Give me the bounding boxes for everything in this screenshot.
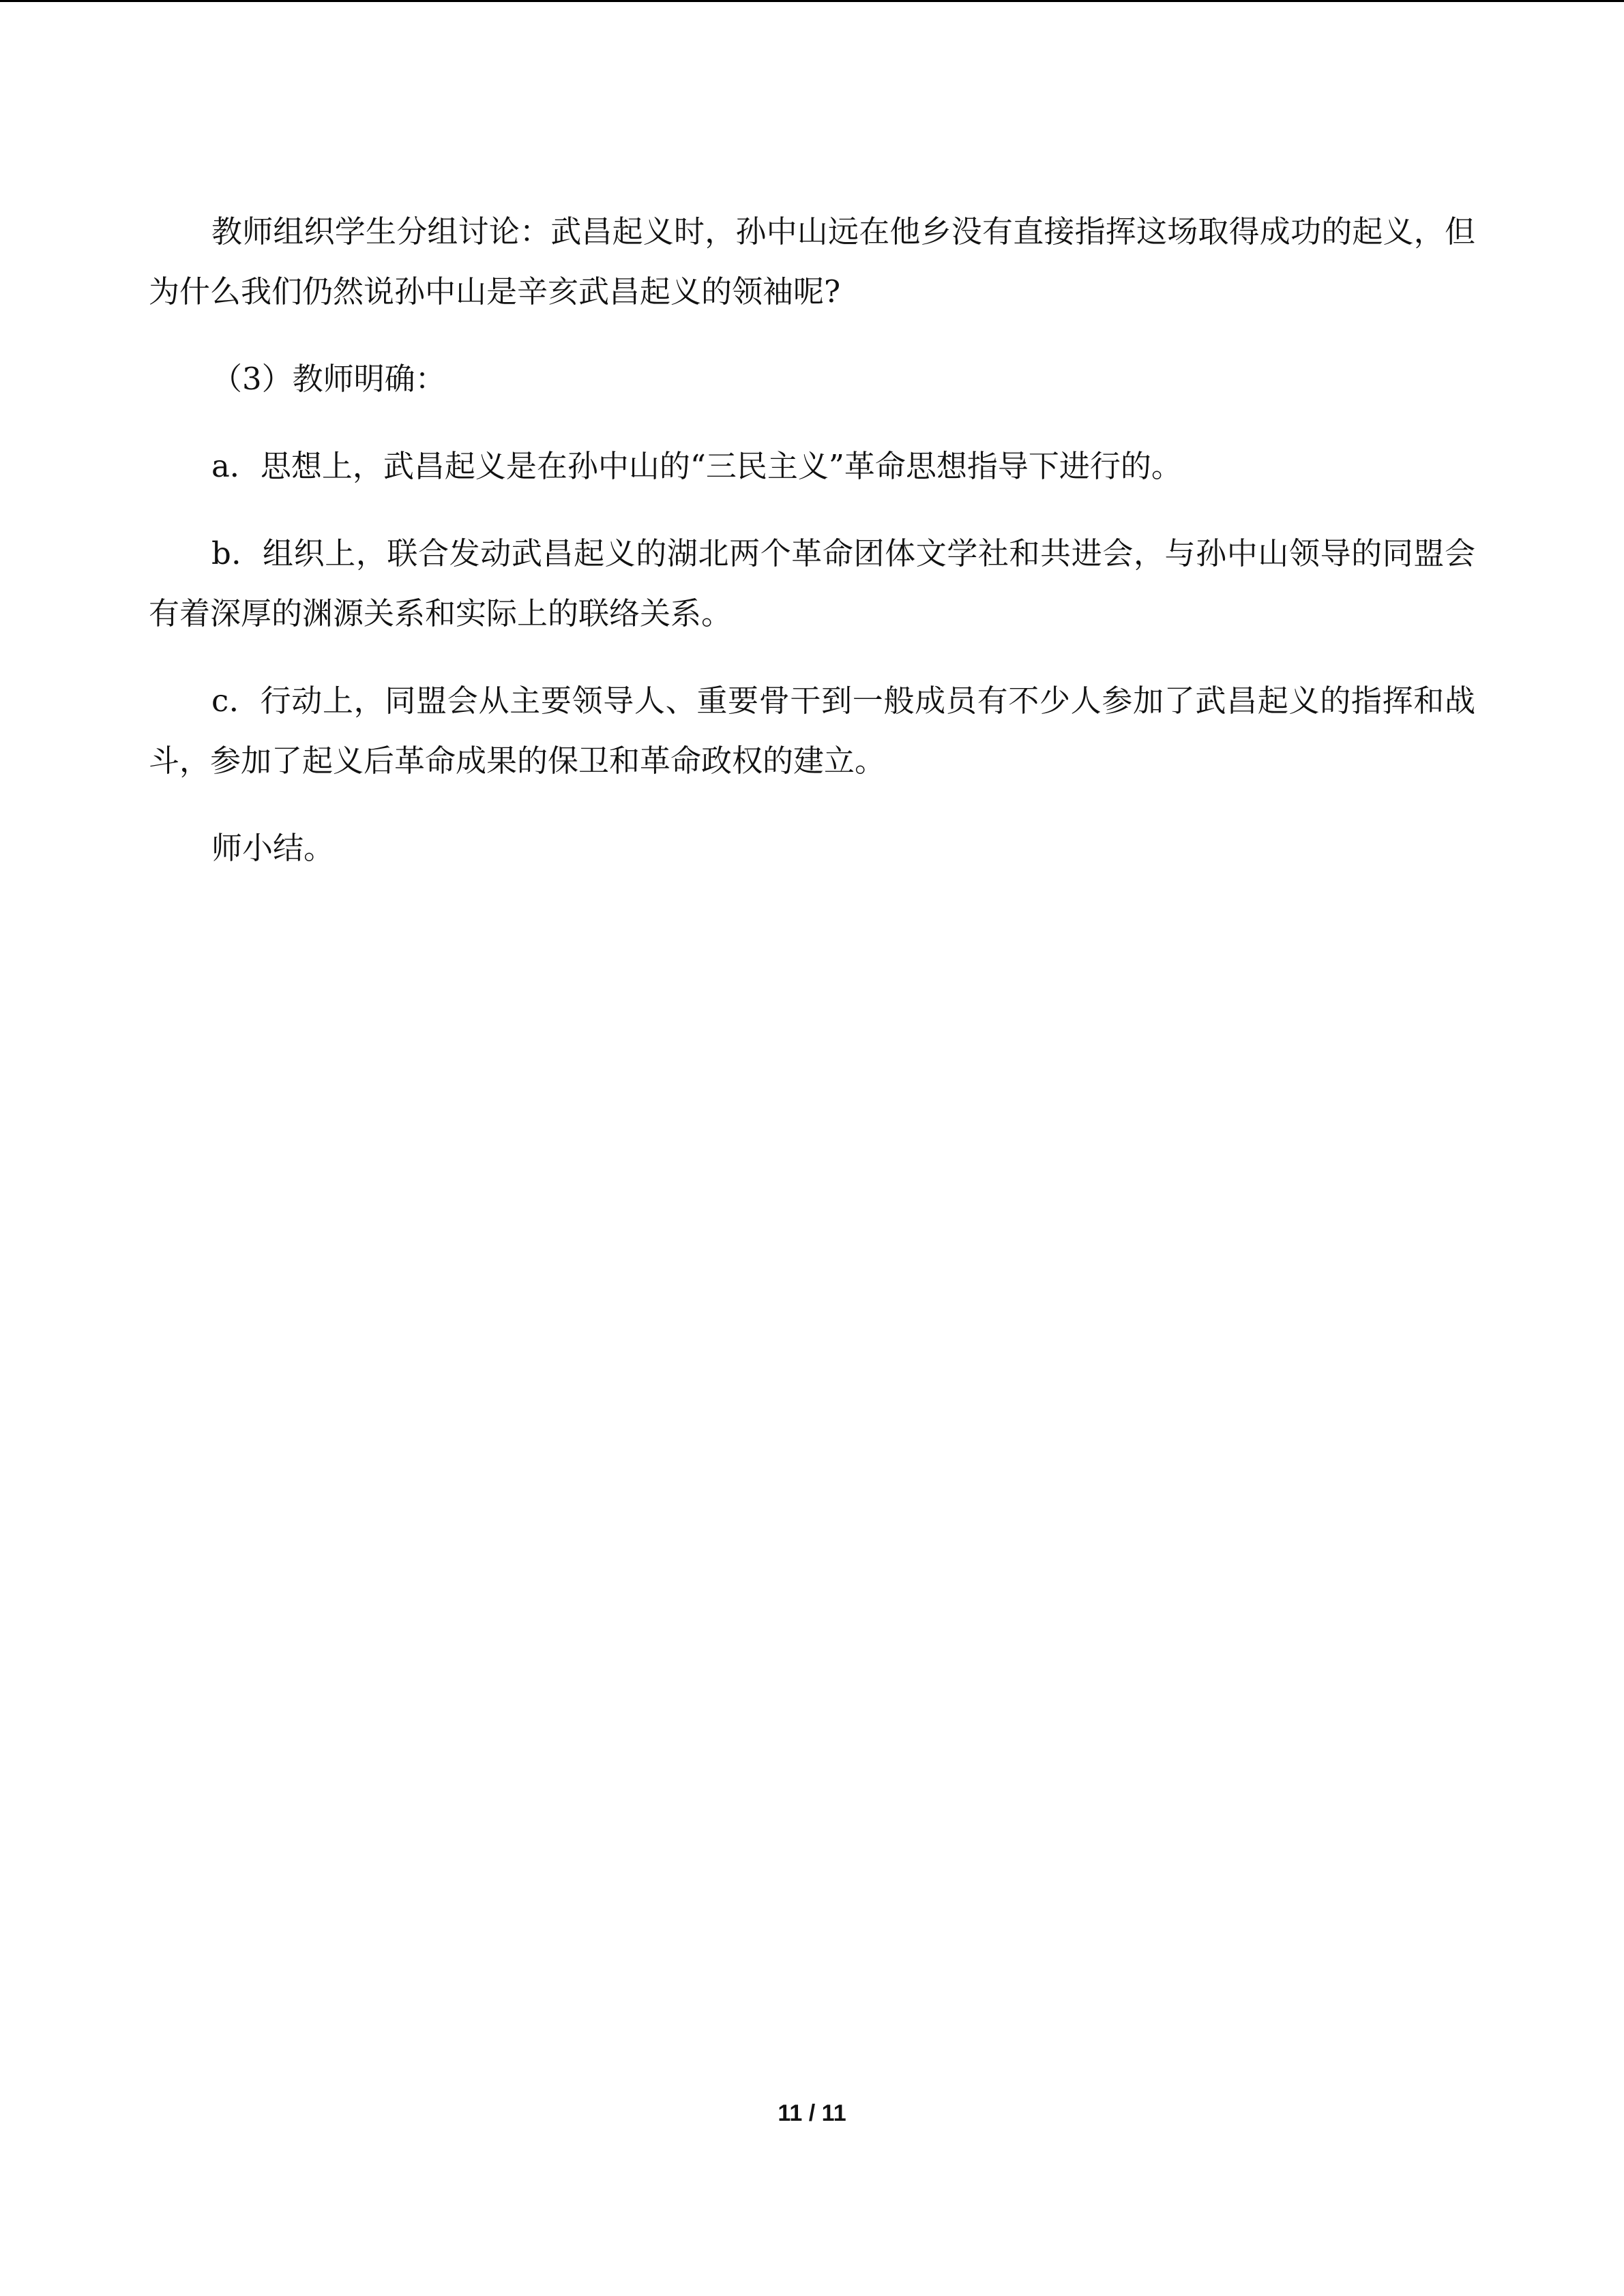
paragraph-point-b: b．组织上，联合发动武昌起义的湖北两个革命团体文学社和共进会，与孙中山领导的同盟会有着深厚的渊源关系和实际上的联络关系。 [149,535,1475,631]
document-body [149,202,1475,906]
paragraph-point-c: c．行动上，同盟会从主要领导人、重要骨干到一般成员有不少人参加了武昌起义的指挥和战斗，参加了起义后革命成果的保卫和革命政权的建立。 [149,683,1475,779]
paragraph-teacher-clarifies: （3）教师明确： [211,361,446,397]
top-border-line [0,0,1624,2]
paragraph-discussion: 教师组织学生分组讨论：武昌起义时，孙中山远在他乡没有直接指挥这场取得成功的起义，但为什么我们仍然说孙中山是辛亥武昌起义的领袖呢? [149,213,1475,310]
paragraph-point-a: a．思想上，武昌起义是在孙中山的“三民主义”革命思想指导下进行的。 [211,448,1182,484]
paragraph-summary: 师小结。 [211,830,335,866]
page-number: 11 / 11 [778,2100,846,2126]
